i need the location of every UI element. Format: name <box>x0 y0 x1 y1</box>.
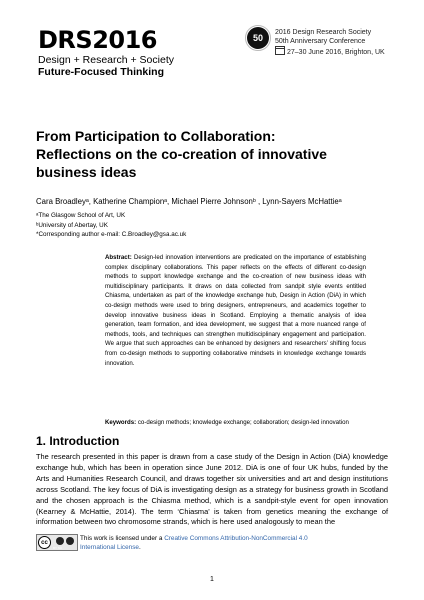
title-line: business ideas <box>36 164 137 180</box>
cc-tags: BY NC <box>53 546 63 550</box>
abstract-text: Design-led innovation interventions are predicated on the importance of establishing complex disciplinary collaborations. This paper reflects on the effects of different co-design methods to support knowledge exchange and the co-creation of new business ideas with multidisciplinary participants. It draws on data collected from sandpit style events entitled Chiasma, undertaken as part of the knowledge exchange hub, Design in Action (DiA) in which co-design methods were used to bring designers, entrepreneurs, and academics together to develop innovative business ideas in Scotland. Employing a thematic analysis of idea generation, team formation, and idea development, we suggest that a more nuanced range of methods, tools, and techniques can strengthen multidisciplinary engagement and participation. We argue that such approaches can be enhanced by designers and researchers’ shifting focus from co-design methods to supporting collaborative mindsets in knowledge exchange towards innovation. <box>105 254 366 367</box>
logo-theme: Future-Focused Thinking <box>38 66 164 78</box>
anniversary-badge: 50 <box>247 27 269 49</box>
page-number: 1 <box>210 576 214 583</box>
author-list: Cara Broadleyᵃ, Katherine Championᵃ, Michael Pierre Johnsonᵇ , Lynn-Sayers McHattieᵃ <box>36 197 342 206</box>
title-line: Reflections on the co-creation of innovative <box>36 146 327 162</box>
intro-paragraph: The research presented in this paper is drawn from a case study of the Design in Action (DiA) knowledge exchange hub, which has been in operation since June 2012. DiA is one of four UK hubs, funded by the Arts and Humanities Research Council, and draws together six universities and art and design institutions across Scotland. The key focus of DiA is investigating design as a strategy for business growth in Scotland and the chosen approach is the Chiasma method, which is a sandpit-style event for open innovation (Kearney & McHattie, 2014). The term ‘Chiasma’ is taken from genetics meaning the exchange of information between two chromosome strands, which is here used analogously to mean the <box>36 452 388 527</box>
logo-tagline: Design + Research + Society <box>38 54 174 66</box>
license-notice <box>80 534 330 552</box>
conference-date-text: 27–30 June 2016, Brighton, UK <box>287 49 385 56</box>
cc-icon: cc <box>38 536 51 549</box>
conference-date <box>275 46 385 57</box>
conference-logo-block <box>38 28 208 78</box>
abstract-label: Abstract: <box>105 254 132 261</box>
affiliation: ᵃThe Glasgow School of Art, UK <box>36 212 126 219</box>
keywords <box>105 419 395 426</box>
keywords-label: Keywords: <box>105 419 137 426</box>
conference-anniversary: 50th Anniversary Conference <box>275 38 366 45</box>
conference-info <box>275 28 385 57</box>
title-line: From Participation to Collaboration: <box>36 128 276 144</box>
conference-info-block <box>247 27 407 67</box>
license-end: . <box>138 544 141 551</box>
section-heading: 1. Introduction <box>36 434 120 448</box>
noncommercial-icon <box>66 537 74 545</box>
license-link[interactable]: Creative Commons Attribution-NonCommercial 4.0 International License <box>80 535 308 551</box>
cc-license-badge[interactable] <box>36 534 78 551</box>
calendar-icon <box>275 46 285 55</box>
abstract <box>105 253 366 368</box>
license-text: This work is licensed under a <box>80 535 165 542</box>
affiliation: ᵇUniversity of Abertay, UK <box>36 221 108 229</box>
conference-name: 2016 Design Research Society <box>275 29 372 36</box>
corresponding-author: *Corresponding author e-mail: C.Broadley@gsa.ac.uk <box>36 231 187 238</box>
drs-logo: DRS2016 <box>38 26 157 54</box>
paper-title <box>36 127 396 181</box>
attribution-icon <box>56 537 64 545</box>
affiliations <box>36 211 186 240</box>
keywords-text: co-design methods; knowledge exchange; collaboration; design-led innovation <box>136 419 349 426</box>
